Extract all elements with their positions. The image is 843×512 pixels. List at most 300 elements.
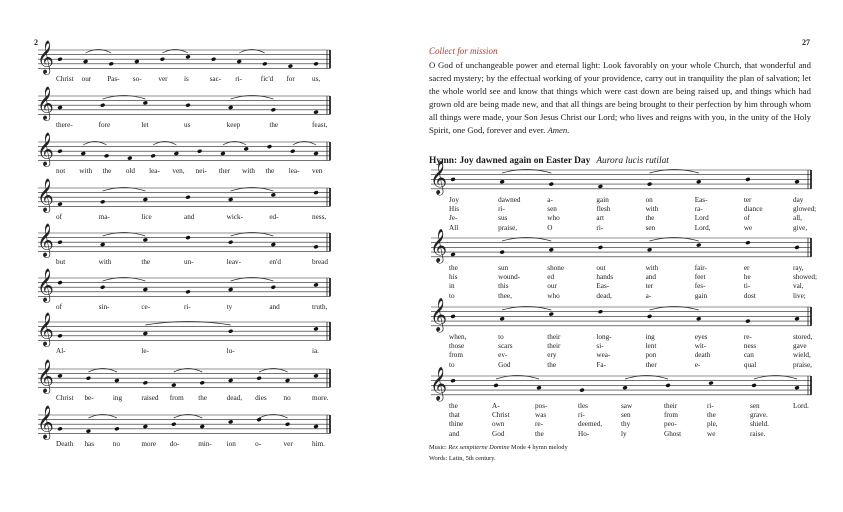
hymn-lyric: out	[596, 263, 606, 272]
staff	[37, 223, 330, 259]
note-head	[185, 195, 190, 200]
chant-lyric: with	[242, 167, 255, 176]
note-head	[493, 383, 498, 388]
note-head	[647, 182, 652, 187]
chant-lyric: him.	[312, 440, 325, 449]
hymn-lyric: a-	[547, 195, 553, 204]
chant-lyric: ma-	[98, 213, 110, 222]
note-head	[57, 202, 62, 207]
chant-lyric: raised	[141, 394, 159, 403]
treble-clef-icon: 𝄞	[37, 268, 54, 302]
chant-lyric: ing	[112, 394, 123, 403]
note-head	[313, 151, 318, 156]
hymn-lyric: from	[449, 351, 463, 360]
hymn-lyric: tles	[578, 401, 588, 410]
hymn-lyric: a-	[645, 291, 652, 300]
note-head	[220, 151, 225, 156]
hymn-lyric: to	[449, 360, 455, 369]
note-head	[127, 156, 132, 161]
note-head	[745, 177, 750, 182]
chant-system	[37, 359, 330, 393]
note-head	[313, 283, 318, 288]
hymn-lyric: own	[492, 420, 505, 429]
chant-lyric: ri-	[235, 75, 242, 84]
hymn-lyric: feet	[694, 273, 706, 282]
hymn-lyric: raise.	[750, 429, 766, 438]
chant-lyric: Christ	[56, 394, 74, 403]
note-head	[83, 59, 88, 64]
chant-lyric: le-	[141, 347, 149, 356]
note-head	[313, 61, 318, 66]
note-head	[228, 287, 233, 292]
hymn-lyric: from	[664, 411, 678, 420]
chant-lyric: with	[79, 167, 93, 176]
note-head	[57, 280, 62, 285]
note-head	[86, 429, 91, 434]
hymn-lyric: and	[645, 273, 656, 282]
hymn-lyric: ri-	[707, 401, 714, 410]
note-head	[143, 380, 148, 385]
hymn-lyric: their	[664, 401, 678, 410]
chant-lyric: the	[102, 167, 112, 176]
music-credit-detail: Mode 4 hymn melody	[511, 444, 568, 451]
hymn-lyric: ray,	[793, 263, 804, 272]
chant-lyric: the	[269, 121, 279, 130]
note-head	[81, 151, 86, 156]
staff	[37, 40, 330, 76]
hymn-lyric: His	[449, 205, 459, 214]
chant-lyric: with	[98, 258, 112, 267]
note-head	[622, 385, 627, 390]
treble-clef-icon: 𝄞	[37, 86, 54, 120]
note-head	[228, 378, 233, 383]
staff	[37, 178, 330, 214]
note-head	[708, 381, 713, 386]
hymn-lyric: pon	[645, 351, 657, 360]
hymn-lyric: wea-	[596, 351, 611, 360]
hymn-lyric: the	[645, 214, 655, 223]
chant-system	[37, 40, 330, 74]
note-head	[794, 385, 799, 390]
chant-system	[37, 178, 330, 212]
note-head	[450, 252, 455, 257]
chant-lyric: old	[125, 167, 135, 176]
note-head	[313, 424, 318, 429]
hymn-lyric: showed;	[793, 273, 817, 282]
hymn-lyric: to	[498, 332, 504, 341]
note-head	[549, 312, 554, 317]
chant-lyric: of	[56, 213, 62, 222]
chant-lyric: ed-	[269, 213, 279, 222]
hymn-lyric: wield,	[793, 351, 811, 360]
hymn-lyric: er	[743, 263, 750, 272]
hymn-lyric: all,	[793, 214, 802, 223]
treble-clef-icon: 𝄞	[430, 296, 448, 331]
hymn-lyric: ther	[645, 360, 657, 369]
chant-system	[37, 312, 330, 346]
hymn-lyric: the	[535, 429, 544, 438]
note-head	[262, 61, 267, 66]
chant-lyric: ness,	[312, 213, 327, 222]
chant-lyric: bread	[312, 258, 328, 267]
hymn-lyric: Lord,	[694, 223, 711, 232]
chant-system	[37, 132, 330, 166]
chant-lyric: from	[169, 394, 184, 403]
hymn-lyric: and	[449, 429, 460, 438]
chant-lyric: ce-	[141, 303, 151, 312]
note-head	[174, 151, 179, 156]
hymn-lyric: ple,	[707, 420, 718, 429]
chant-lyric: Death	[56, 440, 74, 449]
note-head	[745, 240, 750, 245]
chant-lyric: ther	[218, 167, 231, 176]
chant-lyric: the	[198, 394, 207, 403]
treble-clef-icon: 𝄞	[37, 312, 54, 346]
hymn-lyric: ra-	[694, 205, 703, 214]
chant-lyric: of	[56, 303, 62, 312]
hymn-lyric: sen	[750, 401, 760, 410]
chant-lyric: but	[56, 258, 66, 267]
hymn-lyric: death	[694, 351, 711, 360]
chant-lyric: ia.	[312, 347, 319, 356]
note-head	[236, 59, 241, 64]
hymn-lyric: sen	[621, 411, 631, 420]
chant-lyric: feast,	[312, 121, 328, 130]
chant-lyric: has	[84, 440, 95, 449]
note-head	[549, 247, 554, 252]
treble-clef-icon: 𝄞	[430, 365, 448, 400]
hymn-lyric: e-	[694, 360, 701, 369]
hymn-lyric: he	[743, 273, 751, 282]
note-head	[57, 105, 62, 110]
note-head	[100, 103, 105, 108]
chant-lyric: lea-	[288, 167, 300, 176]
hymn-lyric: scars	[498, 342, 513, 351]
treble-clef-icon: 𝄞	[430, 159, 448, 194]
note-head	[143, 197, 148, 202]
chant-lyric: un-	[184, 258, 194, 267]
note-head	[57, 149, 62, 154]
hymn-lyric: ery	[547, 351, 557, 360]
chant-lyric: dead,	[226, 394, 243, 403]
note-head	[100, 242, 105, 247]
chant-lyric: no	[112, 440, 121, 449]
chant-lyric: and	[184, 213, 195, 222]
note-head	[143, 238, 148, 243]
hymn-lyric: ev-	[498, 351, 508, 360]
chant-lyric: ver	[158, 75, 168, 84]
note-head	[285, 378, 290, 383]
staff	[37, 405, 330, 441]
note-head	[499, 316, 504, 321]
hymn-lyric: thy	[621, 420, 631, 429]
note-head	[696, 316, 701, 321]
hymn-lyric: ter	[743, 195, 752, 204]
chant-lyric: and	[269, 303, 280, 312]
note-head	[450, 177, 455, 182]
right-page-number: 27	[802, 38, 810, 47]
chant-lyric: ion	[226, 440, 236, 449]
note-head	[313, 374, 318, 379]
staff	[37, 268, 330, 304]
chant-lyric: more.	[312, 394, 329, 403]
chant-lyric: ri-	[184, 303, 191, 312]
note-head	[243, 147, 248, 152]
note-head	[536, 385, 541, 390]
chant-lyric: o-	[255, 440, 262, 449]
collect-title: Collect for mission	[429, 46, 498, 56]
chant-lyric: ven,	[172, 167, 185, 176]
hymn-lyric: A-	[492, 401, 500, 410]
staff	[37, 86, 330, 122]
chant-lyric: sac-	[209, 75, 222, 84]
chant-lyric: the	[265, 167, 275, 176]
note-head	[57, 240, 62, 245]
chant-lyric: leav-	[226, 258, 242, 267]
chant-lyric: the	[141, 258, 151, 267]
chant-lyric: fore	[98, 121, 111, 130]
hymn-lyric: wit-	[694, 342, 707, 351]
hymn-lyric: ly	[621, 429, 627, 438]
hymn-lyric: praise,	[498, 223, 518, 232]
hymn-title	[429, 156, 669, 166]
chant-lyric: be-	[84, 394, 94, 403]
note-head	[104, 153, 109, 158]
note-head	[228, 329, 233, 334]
chant-system	[37, 223, 330, 257]
chant-lyric: for	[286, 75, 295, 84]
hymn-lyric: sen	[547, 205, 557, 214]
note-head	[313, 327, 318, 332]
hymn-lyric: Eas-	[596, 282, 610, 291]
hymn-lyric: qual	[743, 360, 757, 369]
hymn-lyric: ri-	[498, 205, 505, 214]
hymn-lyric: those	[449, 342, 465, 351]
note-head	[86, 376, 91, 381]
chant-lyric: Christ	[56, 75, 74, 84]
chant-lyric: no	[283, 394, 291, 403]
chant-lyric: fic'd	[260, 75, 274, 84]
hymn-title-english: Hymn: Joy dawned again on Easter Day	[429, 156, 591, 166]
hymn-lyric: the	[449, 263, 458, 272]
note-head	[751, 383, 756, 388]
note-head	[57, 374, 62, 379]
hymn-lyric: their	[547, 332, 561, 341]
hymn-lyric: the	[449, 401, 458, 410]
chant-lyric: sin-	[98, 303, 110, 312]
hymn-lyric: sen	[645, 223, 656, 232]
chant-lyric: there-	[56, 121, 73, 130]
hymn-lyric: Fa-	[596, 360, 607, 369]
treble-clef-icon: 𝄞	[430, 227, 448, 262]
chant-lyric: more	[141, 440, 157, 449]
chant-lyric: min-	[198, 440, 212, 449]
hymn-lyric: gain	[596, 195, 609, 204]
note-head	[794, 316, 799, 321]
words-credit: Words: Latin, 5th century.	[429, 455, 496, 462]
hymn-lyric: deemed,	[578, 420, 603, 429]
note-head	[313, 110, 318, 115]
note-head	[647, 314, 652, 319]
hymn-lyric: hands	[596, 273, 614, 282]
hymn-lyric: si-	[596, 342, 604, 351]
chant-lyric: ty	[226, 303, 233, 312]
collect-text	[429, 59, 811, 136]
hymn-lyric: stored,	[793, 332, 813, 341]
hymn-lyric: God	[492, 429, 505, 438]
hymn-lyric: with	[645, 263, 659, 272]
hymn-lyric: Joy	[449, 195, 459, 204]
hymn-lyric: praise,	[793, 360, 812, 369]
note-head	[114, 378, 119, 383]
hymn-lyric: eyes	[694, 332, 708, 341]
hymn-lyric: we	[707, 429, 716, 438]
staff	[37, 359, 330, 395]
note-head	[185, 55, 190, 60]
hymn-lyric: thine	[449, 420, 464, 429]
hymn-lyric: that	[449, 411, 460, 420]
chant-lyric: us,	[312, 75, 321, 84]
hymn-lyric: All	[449, 223, 459, 232]
note-head	[598, 184, 603, 189]
note-head	[271, 193, 276, 198]
chant-lyric: us	[184, 121, 191, 130]
chant-system	[37, 405, 330, 439]
note-head	[450, 378, 455, 383]
collect-body: O God of unchangeable power and eternal light: Look favorably on your whole Church, that wonderful and sacred mystery; by the effectual working of your providence, carry out in tranquility the plan of salvation; let the whole world see and know that things which were cast down are being raised up, and things which had grown old are being made new, and that all things are being brought to their perfection by him through whom all things were made, your Son Jesus Christ our Lord; who lives and reigns with you, in the unity of the Holy Spirit, one God, forever and ever.	[429, 60, 811, 135]
music-credit-tune: Rex sempiterne Domine	[448, 444, 510, 451]
note-head	[313, 190, 318, 195]
note-head	[57, 57, 62, 62]
hymn-lyric: wound-	[498, 273, 521, 282]
hymn-lyric: with	[645, 205, 659, 214]
hymn-lyric: Ho-	[578, 429, 590, 438]
hymn-lyric: God	[498, 360, 511, 369]
hymn-lyric: dost	[743, 291, 756, 300]
hymn-lyric: we	[743, 223, 753, 232]
chant-lyric: not	[56, 167, 66, 176]
chant-lyric: our	[81, 75, 92, 84]
chant-lyric: keep	[226, 121, 241, 130]
hymn-lyric: ing	[645, 332, 655, 341]
note-head	[160, 57, 165, 62]
staff	[37, 312, 330, 348]
hymn-lyric: was	[535, 411, 547, 420]
note-head	[185, 289, 190, 294]
note-head	[143, 424, 148, 429]
hymn-lyric: Je-	[449, 214, 458, 223]
note-head	[256, 376, 261, 381]
hymn-lyric: re-	[535, 420, 543, 429]
hymn-lyric: Christ	[492, 411, 510, 420]
hymn-lyric: peo-	[664, 420, 677, 429]
hymn-lyric: Lord	[694, 214, 709, 223]
note-head	[185, 103, 190, 108]
note-head	[197, 149, 202, 154]
hymn-lyric: thee,	[498, 291, 512, 300]
staff	[37, 132, 330, 168]
note-head	[794, 245, 799, 250]
note-head	[143, 331, 148, 336]
note-head	[267, 144, 272, 149]
chant-lyric: lu-	[226, 347, 235, 356]
note-head	[143, 287, 148, 292]
note-head	[499, 179, 504, 184]
note-head	[271, 242, 276, 247]
hymn-lyric: this	[498, 282, 509, 291]
hymn-lyric: to	[449, 291, 455, 300]
hymn-lyric: the	[707, 411, 716, 420]
chant-lyric: Pas-	[107, 75, 120, 84]
hymn-lyric: give,	[793, 223, 808, 232]
note-head	[228, 240, 233, 245]
note-head	[598, 245, 603, 250]
hymn-lyric: live;	[793, 291, 806, 300]
hymn-lyric: sus	[498, 214, 508, 223]
hymn-lyric: glowed;	[793, 205, 817, 214]
treble-clef-icon: 𝄞	[37, 405, 54, 439]
note-head	[285, 422, 290, 427]
hymn-lyric: fair-	[694, 263, 707, 272]
note-head	[228, 420, 233, 425]
note-head	[114, 426, 119, 431]
note-head	[598, 309, 603, 314]
chant-lyric: dies	[255, 394, 267, 403]
hymn-lyric: who	[547, 291, 560, 300]
hymn-lyric: ri-	[578, 411, 585, 420]
note-head	[171, 422, 176, 427]
chant-lyric: so-	[132, 75, 142, 84]
music-credit	[429, 444, 568, 451]
hymn-lyric: flesh	[596, 205, 611, 214]
treble-clef-icon: 𝄞	[37, 223, 54, 257]
note-head	[665, 383, 670, 388]
note-head	[549, 182, 554, 187]
note-head	[228, 105, 233, 110]
hymn-lyric: pos-	[535, 401, 548, 410]
note-head	[794, 179, 799, 184]
hymn-lyric: Lord.	[793, 401, 809, 410]
note-head	[290, 149, 295, 154]
note-head	[271, 285, 276, 290]
note-head	[745, 319, 750, 324]
hymn-lyric: val,	[793, 282, 804, 291]
note-head	[579, 388, 584, 393]
hymn-lyric: saw	[621, 401, 633, 410]
hymn-lyric: can	[743, 351, 754, 360]
note-head	[271, 107, 276, 112]
hymn-lyric: grave.	[750, 411, 768, 420]
note-head	[499, 250, 504, 255]
chant-lyric: ver	[283, 440, 293, 449]
hymn-lyric: the	[547, 360, 557, 369]
note-head	[696, 243, 701, 248]
note-head	[100, 285, 105, 290]
hymn-lyric: gave	[793, 342, 807, 351]
staff	[430, 365, 811, 403]
hymn-lyric: dead,	[596, 291, 612, 300]
note-head	[450, 314, 455, 319]
treble-clef-icon: 𝄞	[37, 132, 54, 166]
hymn-lyric: in	[449, 282, 455, 291]
chant-lyric: lice	[141, 213, 152, 222]
note-head	[100, 199, 105, 204]
note-head	[199, 424, 204, 429]
hymn-lyric: ri-	[596, 223, 604, 232]
chant-lyric: is	[184, 75, 189, 84]
hymn-lyric: dawned	[498, 195, 521, 204]
note-head	[228, 197, 233, 202]
